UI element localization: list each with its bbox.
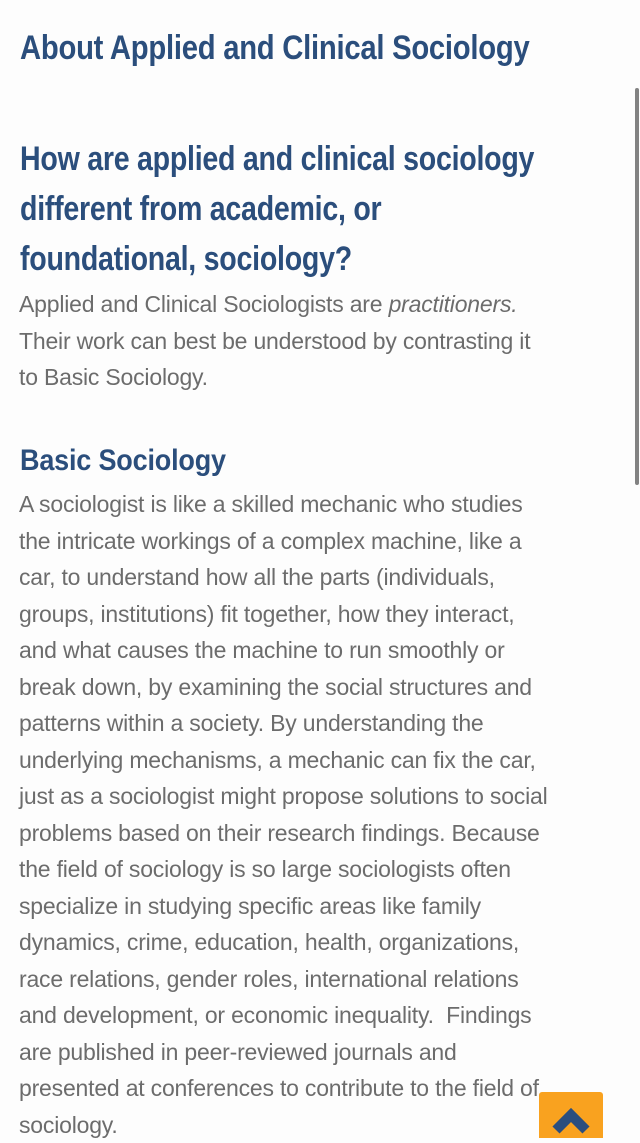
- paragraph-line: break down, by examining the social structures and: [19, 669, 548, 706]
- question-heading-line: foundational, sociology?: [20, 234, 534, 284]
- paragraph-line: are published in peer-reviewed journals and: [19, 1034, 548, 1071]
- back-to-top-button[interactable]: [539, 1092, 603, 1138]
- paragraph-line: patterns within a society. By understanding the: [19, 705, 548, 742]
- paragraph-line: and development, or economic inequality. Findings: [19, 997, 548, 1034]
- question-heading: [20, 134, 632, 284]
- paragraph-line: just as a sociologist might propose solutions to social: [19, 778, 548, 815]
- paragraph-line: dynamics, crime, education, health, organizations,: [19, 924, 548, 961]
- paragraph-line: the intricate workings of a complex machine, like a: [19, 523, 548, 560]
- paragraph-line: groups, institutions) fit together, how they interact,: [19, 596, 548, 633]
- paragraph-line: specialize in studying specific areas like family: [19, 888, 548, 925]
- section-heading-basic-sociology: Basic Sociology: [20, 444, 226, 478]
- paragraph-line: problems based on their research findings. Because: [19, 815, 548, 852]
- paragraph-line: underlying mechanisms, a mechanic can fix the car,: [19, 742, 548, 779]
- paragraph-line: to Basic Sociology.: [19, 359, 530, 396]
- paragraph-line: car, to understand how all the parts (individuals,: [19, 559, 548, 596]
- question-heading-line: How are applied and clinical sociology: [20, 134, 534, 184]
- paragraph-line: the field of sociology is so large sociologists often: [19, 851, 548, 888]
- chevron-up-icon: [549, 1106, 593, 1134]
- intro-text: Applied and Clinical Sociologists are: [19, 291, 389, 317]
- page-title: About Applied and Clinical Sociology: [20, 29, 529, 68]
- paragraph-line: sociology.: [19, 1107, 548, 1143]
- basic-sociology-paragraph: [19, 486, 548, 1143]
- intro-paragraph: [19, 286, 530, 396]
- scrollbar-thumb[interactable]: [635, 88, 639, 485]
- paragraph-line: and what causes the machine to run smoothly or: [19, 632, 548, 669]
- paragraph-line: [19, 286, 530, 323]
- paragraph-line: A sociologist is like a skilled mechanic who studies: [19, 486, 548, 523]
- paragraph-line: Their work can best be understood by contrasting it: [19, 323, 530, 360]
- practitioners-emphasis: practitioners.: [389, 291, 518, 317]
- paragraph-line: race relations, gender roles, international relations: [19, 961, 548, 998]
- question-heading-line: different from academic, or: [20, 184, 534, 234]
- scrollbar[interactable]: [634, 0, 640, 1138]
- paragraph-line: presented at conferences to contribute to the field of: [19, 1070, 548, 1107]
